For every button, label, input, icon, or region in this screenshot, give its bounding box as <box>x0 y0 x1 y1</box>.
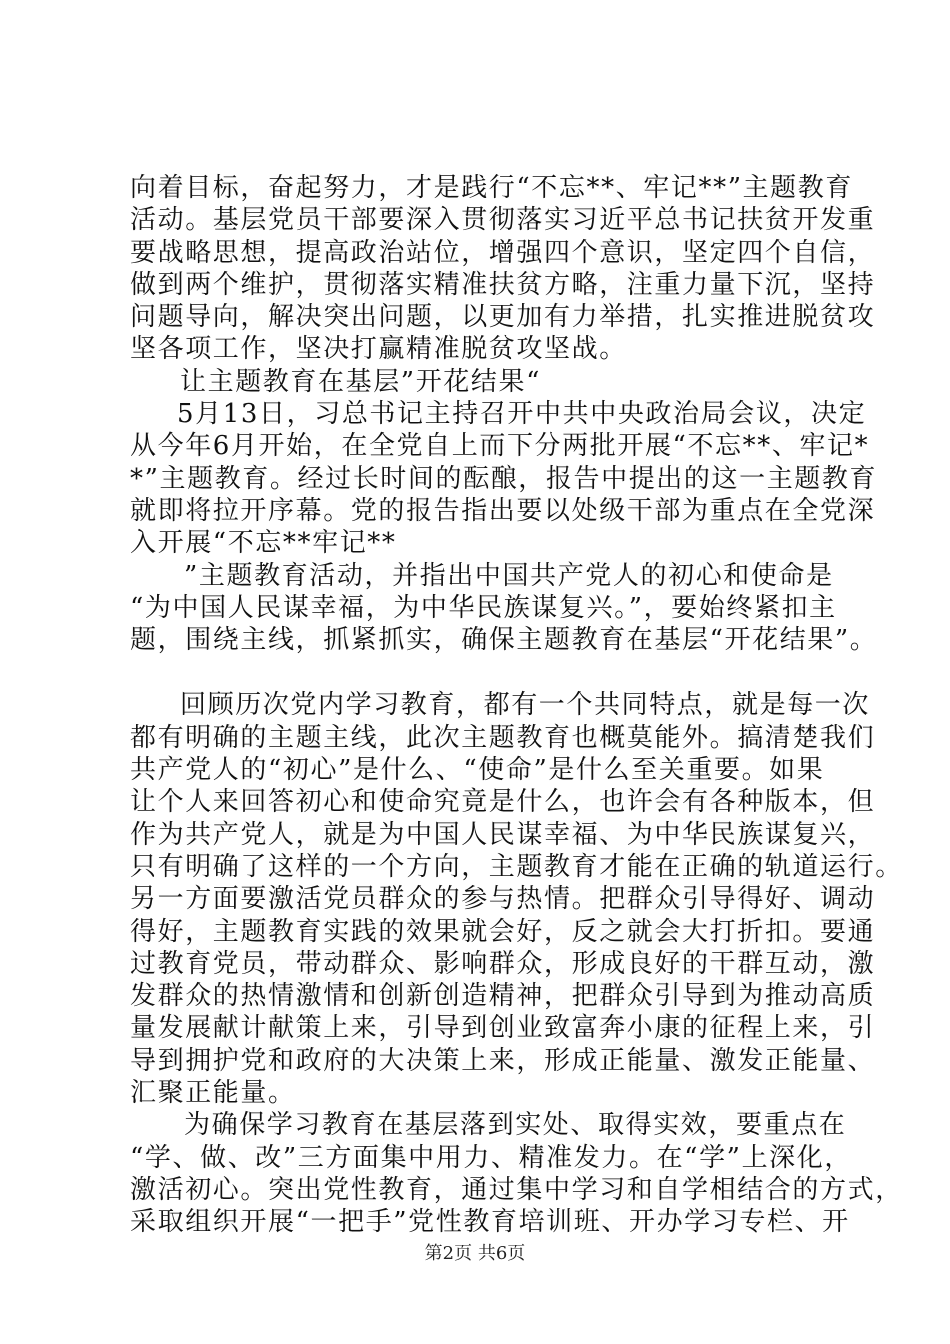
text-line: 回顾历次党内学习教育，都有一个共同特点，就是每一次 <box>180 690 871 721</box>
paragraph-gap <box>130 656 850 689</box>
text-line: “学、做、改”三方面集中用力、精准发力。在“学”上深化， <box>130 1142 852 1173</box>
text-line: 5月13日，习总书记主持召开中共中央政治局会议，决定 <box>177 399 867 430</box>
text-line: 汇聚正能量。 <box>130 1078 296 1109</box>
text-line: 入开展“不忘**牢记** <box>130 528 397 559</box>
text-line: “为中国人民谋幸福，为中华民族谋复兴。”，要始终紧扣主 <box>130 592 837 623</box>
text-line: 要战略思想，提高政治站位，增强四个意识，坚定四个自信， <box>130 237 876 268</box>
text-line: 问题导向，解决突出问题，以更加有力举措，扎实推进脱贫攻 <box>130 302 876 333</box>
text-line: 过教育党员，带动群众、影响群众，形成良好的干群互动，激 <box>130 948 876 979</box>
text-line: 坚各项工作，坚决打赢精准脱贫攻坚战。 <box>130 334 627 365</box>
text-line: 都有明确的主题主线，此次主题教育也概莫能外。搞清楚我们 <box>130 722 876 753</box>
text-line: 就即将拉开序幕。党的报告指出要以处级干部为重点在全党深 <box>130 495 876 526</box>
text-line: ”主题教育活动，并指出中国共产党人的初心和使命是 <box>184 560 834 591</box>
text-line: 另一方面要激活党员群众的参与热情。把群众引导得好、调动 <box>130 884 876 915</box>
text-line: 得好，主题教育实践的效果就会好，反之就会大打折扣。要通 <box>130 916 876 947</box>
text-line: 让个人来回答初心和使命究竟是什么，也许会有各种版本，但 <box>130 787 876 818</box>
text-line: 共产党人的“初心”是什么、“使命”是什么至关重要。如果 <box>130 755 825 786</box>
text-line: 做到两个维护，贯彻落实精准扶贫方略，注重力量下沉，坚持 <box>130 269 876 300</box>
text-line: 量发展献计献策上来，引导到创业致富奔小康的征程上来，引 <box>130 1013 876 1044</box>
text-line: 从今年6月开始，在全党自上而下分两批开展“不忘**、牢记* <box>130 431 870 462</box>
text-line: 作为共产党人，就是为中国人民谋幸福、为中华民族谋复兴， <box>130 819 876 850</box>
text-line: 发群众的热情激情和创新创造精神，把群众引导到为推动高质 <box>130 981 876 1012</box>
text-line: 采取组织开展“一把手”党性教育培训班、开办学习专栏、开 <box>130 1207 850 1238</box>
text-line: 导到拥护党和政府的大决策上来，形成正能量、激发正能量、 <box>130 1045 876 1076</box>
text-line: 题，围绕主线，抓紧抓实，确保主题教育在基层“开花结果”。 <box>130 625 878 656</box>
text-line: 向着目标，奋起努力，才是践行“不忘**、牢记**”主题教育 <box>130 173 853 203</box>
page-number-footer: 第2页 共6页 <box>424 1243 526 1264</box>
text-line: 为确保学习教育在基层落到实处、取得实效，要重点在 <box>184 1110 847 1141</box>
text-line: *”主题教育。经过长时间的酝酿，报告中提出的这一主题教育 <box>130 463 878 494</box>
text-line: 活动。基层党员干部要深入贯彻落实习近平总书记扶贫开发重 <box>130 205 876 236</box>
document-body <box>130 172 903 1239</box>
text-line: 激活初心。突出党性教育，通过集中学习和自学相结合的方式， <box>130 1174 903 1205</box>
text-line: 只有明确了这样的一个方向，主题教育才能在正确的轨道运行。 <box>130 851 903 882</box>
section-heading: 让主题教育在基层”开花结果“ <box>180 366 541 397</box>
